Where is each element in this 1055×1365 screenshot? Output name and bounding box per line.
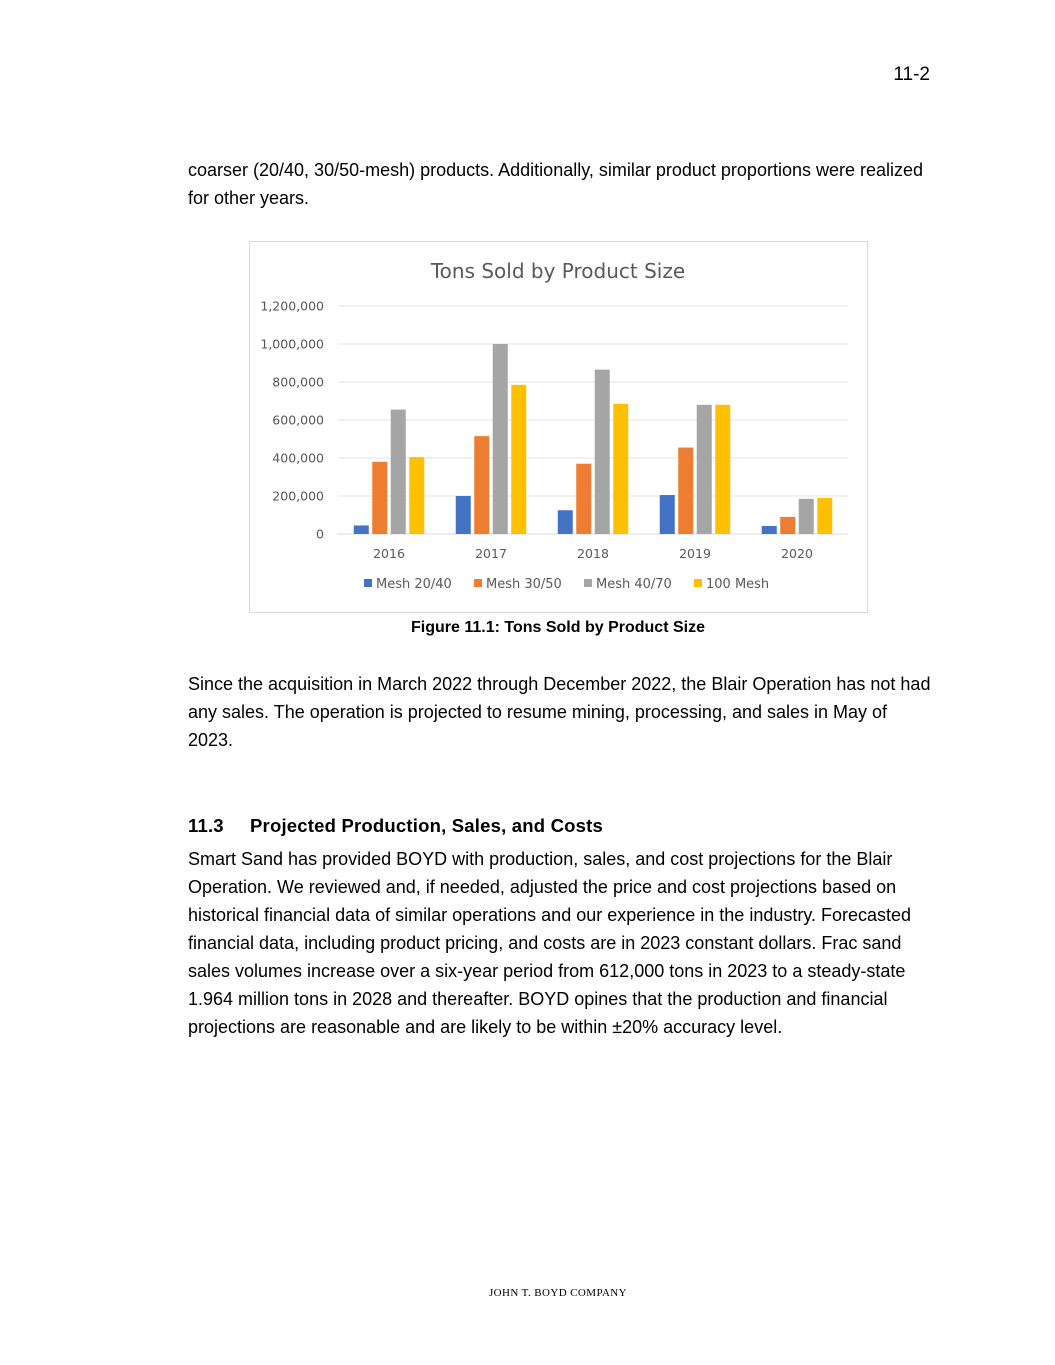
legend-swatch: [694, 579, 702, 587]
chart: [249, 241, 868, 613]
bar-2017-mesh-20-40: [456, 496, 471, 534]
chart-svg: [250, 242, 867, 612]
x-tick-label: 2020: [781, 546, 813, 561]
page-number: 11-2: [893, 64, 930, 85]
chart-legend: [364, 577, 769, 592]
chart-x-axis: [373, 546, 813, 561]
chart-bars: [354, 344, 833, 534]
bar-2020-mesh-30-50: [780, 517, 795, 534]
section-number: 11.3: [188, 815, 224, 836]
legend-label: Mesh 30/50: [486, 577, 562, 592]
bar-2020-100-mesh: [817, 498, 832, 534]
y-tick-label: 0: [316, 526, 324, 542]
legend-label: Mesh 40/70: [596, 577, 672, 592]
bar-2017-100-mesh: [511, 385, 526, 534]
legend-label: Mesh 20/40: [376, 577, 452, 592]
bar-2016-mesh-20-40: [354, 525, 369, 534]
y-tick-label: 200,000: [272, 488, 324, 504]
bar-2017-mesh-30-50: [474, 436, 489, 534]
bar-2016-mesh-30-50: [372, 462, 387, 534]
bar-2016-mesh-40-70: [391, 410, 406, 534]
x-tick-label: 2017: [475, 546, 507, 561]
footer: JOHN T. BOYD COMPANY: [489, 1287, 627, 1299]
projections-paragraph: Smart Sand has provided BOYD with production, sales, and cost projections for the Blair Operation. We reviewed and, if needed, adjusted the price and cost projections based on historical financial data of similar operations and our experience in the industry. Forecasted financial data, including product pricing, and costs are in 2023 constant dollars. Frac sand sales volumes increase over a six-year period from 612,000 tons in 2023 to a steady-state 1.964 million tons in 2028 and thereafter. BOYD opines that the production and financial projections are reasonable and are likely to be within ±20% accuracy level.: [188, 849, 912, 1037]
x-tick-label: 2016: [373, 546, 405, 561]
y-tick-label: 600,000: [272, 412, 324, 428]
bar-2019-100-mesh: [715, 405, 730, 534]
bar-2019-mesh-30-50: [678, 448, 693, 534]
section-title: Projected Production, Sales, and Costs: [250, 815, 604, 836]
bar-2017-mesh-40-70: [493, 344, 508, 534]
x-tick-label: 2018: [577, 546, 609, 561]
section-heading: [188, 815, 603, 837]
bar-2020-mesh-40-70: [799, 499, 814, 534]
bar-2019-mesh-20-40: [660, 495, 675, 534]
y-tick-label: 1,000,000: [260, 336, 324, 352]
bar-2019-mesh-40-70: [697, 405, 712, 534]
figure-caption: Figure 11.1: Tons Sold by Product Size: [411, 619, 705, 636]
bar-2018-mesh-30-50: [576, 464, 591, 534]
bar-2018-mesh-40-70: [595, 370, 610, 534]
sales-paragraph: Since the acquisition in March 2022 through December 2022, the Blair Operation has not had any sales. The operation is projected to resume mining, processing, and sales in May of 2023.: [188, 674, 931, 750]
y-tick-label: 800,000: [272, 374, 324, 390]
legend-label: 100 Mesh: [706, 577, 770, 592]
x-tick-label: 2019: [679, 546, 711, 561]
y-tick-label: 400,000: [272, 450, 324, 466]
y-tick-label: 1,200,000: [260, 298, 324, 314]
chart-y-axis: [260, 299, 324, 542]
bar-2020-mesh-20-40: [762, 526, 777, 534]
bar-2018-100-mesh: [613, 404, 628, 534]
intro-paragraph: coarser (20/40, 30/50-mesh) products. Additionally, similar product proportions were realized for other years.: [188, 160, 924, 208]
bar-2018-mesh-20-40: [558, 510, 573, 534]
legend-swatch: [364, 579, 372, 587]
legend-swatch: [474, 579, 482, 587]
bar-2016-100-mesh: [409, 457, 424, 534]
legend-swatch: [584, 579, 592, 587]
chart-title: Tons Sold by Product Size: [430, 259, 686, 283]
